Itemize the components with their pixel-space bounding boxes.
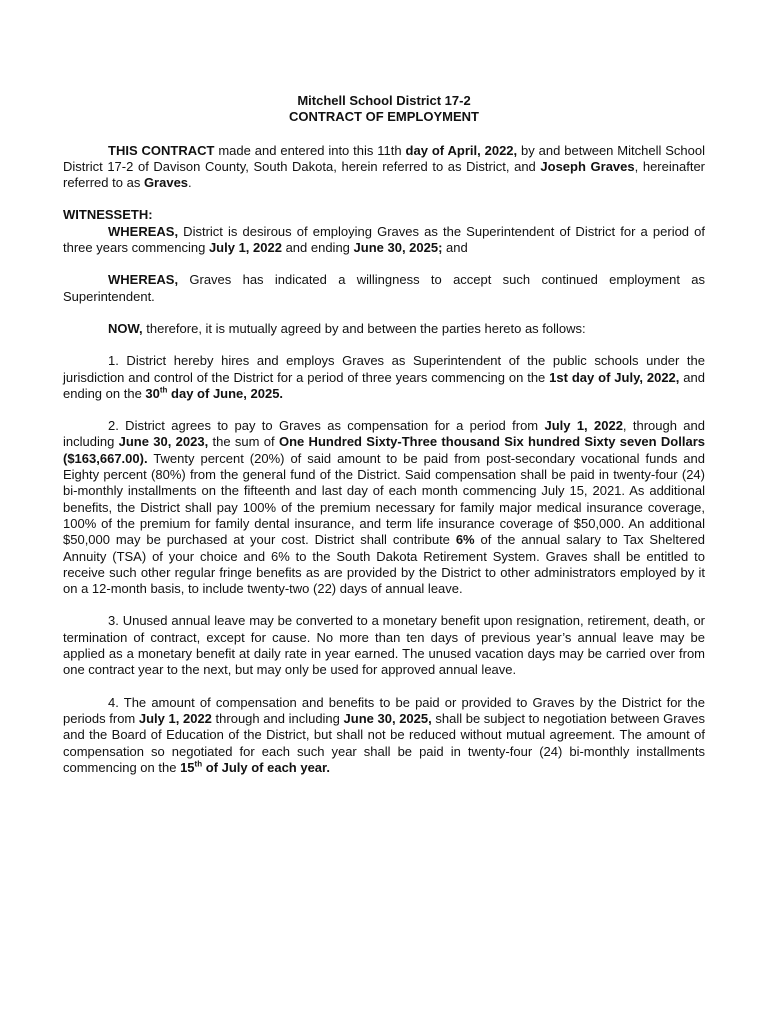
document-title: CONTRACT OF EMPLOYMENT — [289, 109, 479, 125]
clause-3: 3. Unused annual leave may be converted to a monetary benefit upon resignation, retirement, death, or termination of contract, except for cause. No more than ten days of previous year’s annual leave may be applied as a monetary benefit at daily rate in year earned. The unused vacation days may be carried over from one contract year to the next, but may only be used for approved annual leave. — [63, 613, 705, 678]
clause-1: 1. District hereby hires and employs Graves as Superintendent of the public schools under the jurisdiction and control of the District for a period of three years commencing on the 1st day of July, 2022, and ending on the 30th day of June, 2025. — [63, 353, 705, 401]
whereas-paragraph-1: WHEREAS, District is desirous of employing Graves as the Superintendent of District for a period of three years commencing July 1, 2022 and ending June 30, 2025; and — [63, 223, 705, 256]
clause-2: 2. District agrees to pay to Graves as compensation for a period from July 1, 2022, through and including June 30, 2023, the sum of One Hundred Sixty-Three thousand Six hundred Sixty seven Dollars ($163,667.00). Twenty percent (20%) of said amount to be paid from post-secondary vocational funds and Eighty percent (80%) from the general fund of the District. Said compensation shall be paid in twenty-four (24) bi-monthly installments on the fifteenth and last day of each month commencing July 15, 2021. As additional benefits, the District shall pay 100% of the premium necessary for family major medical insurance coverage, 100% of the premium for family dental insurance, and term life insurance coverage of $50,000. An additional $50,000 may be purchased at your cost. District shall contribute 6% of the annual salary to Tax Sheltered Annuity (TSA) of your choice and 6% to the South Dakota Retirement System. Graves shall be entitled to receive such other regular fringe benefits as are provided by the District to other administrators employed by it on a 12-month basis, to include twenty-two (22) days of annual leave. — [63, 418, 705, 597]
district-name: Mitchell School District 17-2 — [297, 93, 471, 108]
contract-body — [63, 93, 705, 776]
clause-4: 4. The amount of compensation and benefits to be paid or provided to Graves by the District for the periods from July 1, 2022 through and including June 30, 2025, shall be subject to negotiation between Graves and the Board of Education of the District, but shall not be reduced without mutual agreement. The amount of compensation so negotiated for each such year shall be paid in twenty-four (24) bi-monthly installments commencing on the 15th of July of each year. — [63, 694, 706, 775]
intro-paragraph: THIS CONTRACT made and entered into this 11th day of April, 2022, by and between Mitchell School District 17-2 of Davison County, South Dakota, herein referred to as District, and Joseph Graves, hereinafter referred to as Graves. — [63, 142, 706, 191]
now-paragraph: NOW, therefore, it is mutually agreed by and between the parties hereto as follows: — [108, 320, 586, 336]
whereas-paragraph-2: WHEREAS, Graves has indicated a willingness to accept such continued employment as Superintendent. — [63, 272, 705, 304]
witnesseth-heading: WITNESSETH: — [63, 207, 153, 223]
